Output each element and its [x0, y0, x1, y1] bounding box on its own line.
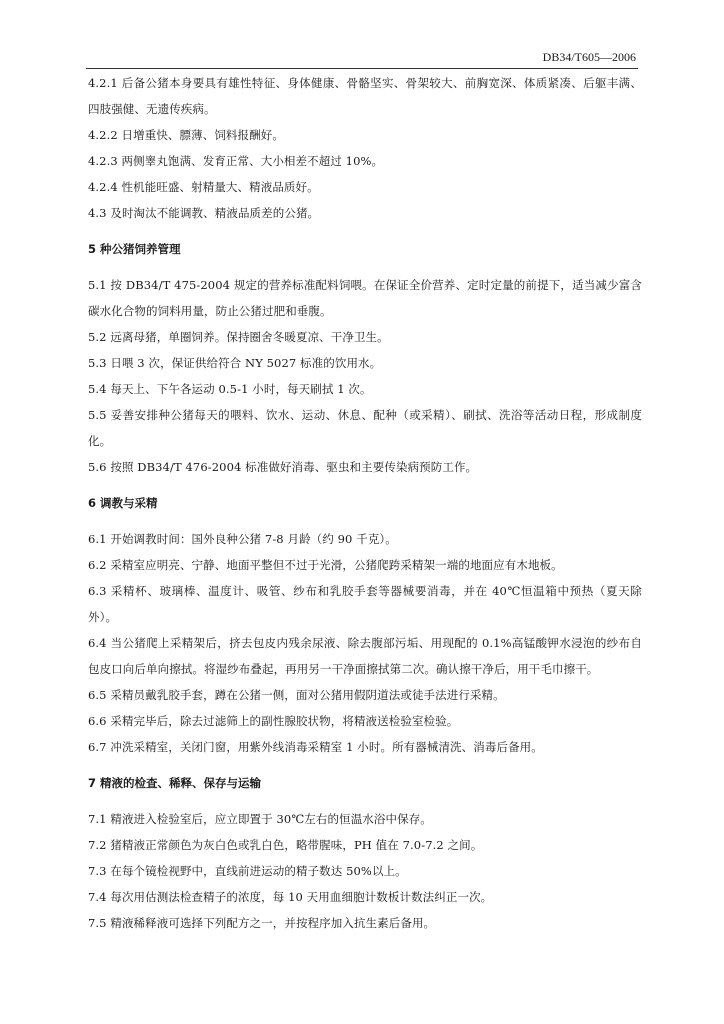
- section-heading: 7 精液的检查、稀释、保存与运输: [88, 776, 262, 790]
- document-body: [88, 70, 642, 936]
- paragraph: 6.2 采精室应明亮、宁静、地面平整但不过于光滑，公猪爬跨采精架一端的地面应有木地板。: [88, 558, 563, 572]
- document-id: DB34/T605—2006: [542, 50, 636, 64]
- paragraph: 5.6 按照 DB34/T 476-2004 标准做好消毒、驱虫和主要传染病预防工作。: [88, 460, 478, 474]
- paragraph: 4.2.2 日增重快、膘薄、饲料报酬好。: [88, 128, 284, 142]
- paragraph: 6.1 开始调教时间：国外良种公猪 7-8 月龄（约 90 千克）。: [88, 532, 397, 546]
- paragraph: 6.5 采精员戴乳胶手套，蹲在公猪一侧，面对公猪用假阴道法或徒手法进行采精。: [88, 688, 505, 702]
- paragraph: 5.4 每天上、下午各运动 0.5-1 小时，每天刷拭 1 次。: [88, 382, 372, 396]
- paragraph: 6.6 采精完毕后，除去过滤筛上的副性腺胶状物，将精液送检验室检验。: [88, 714, 459, 728]
- paragraph: 6.4 当公猪爬上采精架后，挤去包皮内残余尿液、除去腹部污垢、用现配的 0.1%高锰酸钾水浸泡的纱布自包皮口向后单向擦拭。将湿纱布叠起，再用另一干净面擦拭第二次。确认擦干净后，用干毛巾擦干。: [88, 636, 642, 676]
- paragraph: 6.3 采精杯、玻璃棒、温度计、吸管、纱布和乳胶手套等器械要消毒，并在 40℃恒温箱中预热（夏天除外）。: [88, 584, 642, 624]
- paragraph: 5.1 按 DB34/T 475-2004 规定的营养标准配料饲喂。在保证全价营养、定时定量的前提下，适当减少富含碳水化合物的饲料用量，防止公猪过肥和垂腹。: [88, 278, 642, 318]
- paragraph: 7.3 在每个镜检视野中，直线前进运动的精子数达 50%以上。: [88, 864, 407, 878]
- paragraph: 4.2.4 性机能旺盛、射精量大、精液品质好。: [88, 180, 319, 194]
- paragraph: 7.5 精液稀释液可选择下列配方之一，并按程序加入抗生素后备用。: [88, 916, 436, 930]
- paragraph: 4.2.1 后备公猪本身要具有雄性特征、身体健康、骨骼坚实、骨架较大、前胸宽深、体质紧凑、后躯丰满、四肢强健、无遗传疾病。: [88, 76, 642, 116]
- header-rule: [86, 68, 638, 69]
- paragraph: 6.7 冲洗采精室，关闭门窗，用紫外线消毒采精室 1 小时。所有器械清洗、消毒后备用。: [88, 740, 543, 754]
- paragraph: 7.4 每次用估测法检查精子的浓度，每 10 天用血细胞计数板计数法纠正一次。: [88, 890, 493, 904]
- paragraph: 5.5 妥善安排种公猪每天的喂料、饮水、运动、休息、配种（或采精）、刷拭、洗浴等活动日程，形成制度化。: [88, 408, 642, 448]
- paragraph: 4.2.3 两侧睾丸饱满、发育正常、大小相差不超过 10%。: [88, 154, 384, 168]
- paragraph: 7.2 猪精液正常颜色为灰白色或乳白色，略带腥味，PH 值在 7.0-7.2 之间。: [88, 838, 483, 852]
- section-heading: 5 种公猪饲养管理: [88, 242, 181, 256]
- paragraph: 5.2 远离母猪，单圈饲养。保持圈舍冬暖夏凉、干净卫生。: [88, 330, 389, 344]
- paragraph: 4.3 及时淘汰不能调教、精液品质差的公猪。: [88, 206, 320, 220]
- section-heading: 6 调教与采精: [88, 496, 158, 510]
- paragraph: 7.1 精液进入检验室后，应立即置于 30℃左右的恒温水浴中保存。: [88, 812, 432, 826]
- paragraph: 5.3 日喂 3 次，保证供给符合 NY 5027 标准的饮用水。: [88, 356, 382, 370]
